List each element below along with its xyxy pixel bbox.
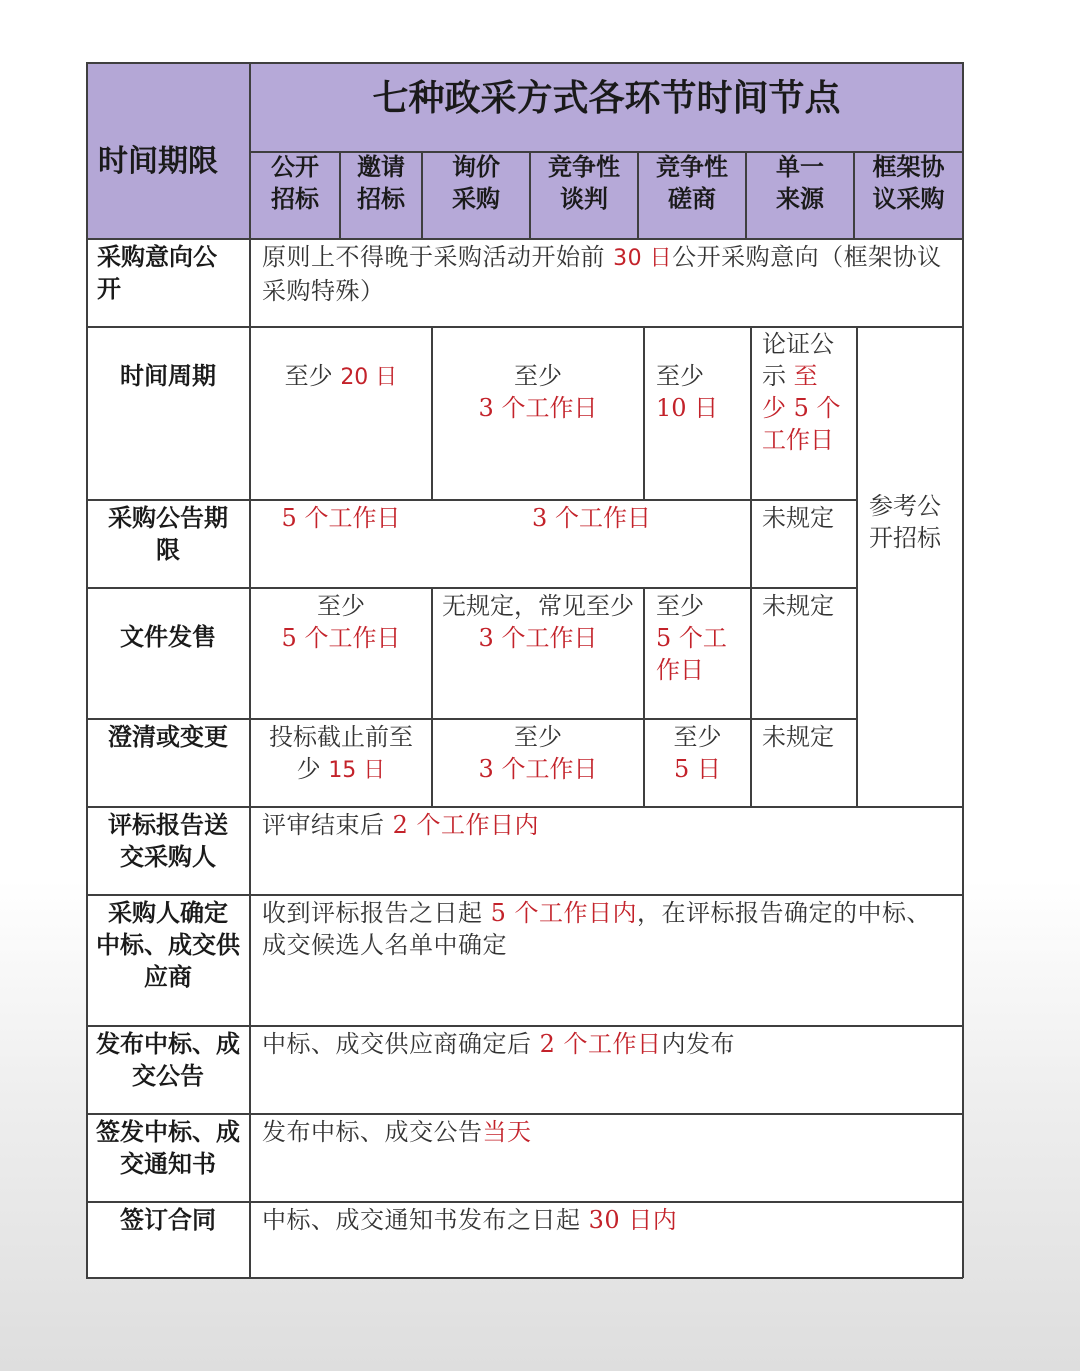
grid-line — [431, 588, 433, 807]
row-label-line: 交公告 — [132, 1061, 204, 1090]
grid-line — [86, 499, 857, 501]
highlight-span: 3 个工作日 — [532, 504, 651, 532]
period-public — [250, 327, 432, 500]
period-invite-inquiry — [432, 327, 644, 500]
col-header-line: 招标 — [357, 184, 405, 213]
col-header-line: 邀请 — [357, 152, 405, 181]
table-title — [250, 62, 963, 152]
grid-line — [86, 1113, 963, 1115]
highlight-span: 30 日 — [613, 246, 673, 271]
text-line: 采购特殊） — [262, 277, 385, 305]
grid-line — [86, 62, 963, 64]
col-header-inquiry — [422, 150, 530, 239]
highlight-line: 5 个工 — [656, 624, 727, 652]
text-span: 少 — [296, 755, 329, 783]
text-line: 至少 — [514, 723, 562, 751]
corner-label: 时间期限 — [98, 144, 218, 179]
row-label-docs — [86, 588, 250, 719]
row-label-line: 开 — [97, 274, 121, 303]
row-label-line: 采购意向公 — [97, 242, 217, 271]
col-header-framework — [854, 150, 963, 239]
text-span: 公开采购意向（框架协议 — [672, 243, 942, 271]
grid-line — [250, 151, 963, 153]
grid-line — [643, 327, 645, 500]
row-label-line: 限 — [156, 535, 180, 564]
clarify-negotiation — [644, 719, 751, 807]
text-line: 论证公 — [762, 330, 834, 358]
clarify-public — [250, 719, 432, 807]
row-label-line: 澄清或变更 — [108, 722, 228, 751]
text-line: 无规定，常见至少 — [442, 592, 634, 620]
period-negotiation — [644, 327, 751, 500]
grid-line — [745, 151, 747, 239]
col-header-line: 单一 — [776, 152, 824, 181]
grid-line — [750, 327, 752, 807]
text-span: 未规定 — [762, 723, 834, 751]
row-label-clarify — [86, 719, 250, 807]
text-span: 原则上不得晚于采购活动开始前 — [262, 243, 614, 271]
row-label-line: 应商 — [144, 962, 192, 991]
text-line: 成交候选人名单中确定 — [262, 931, 507, 959]
contract-text — [250, 1202, 963, 1278]
grid-line — [643, 588, 645, 807]
text-span: 中标、成交供应商确定后 — [262, 1030, 540, 1058]
row-label-contract — [86, 1202, 250, 1278]
notice-single-source — [751, 500, 857, 588]
grid-line — [86, 894, 963, 896]
col-header-line: 公开 — [271, 152, 319, 181]
text-line: 至少 — [656, 362, 704, 390]
text-line: 投标截止前至 — [269, 723, 413, 751]
col-header-line: 招标 — [271, 184, 319, 213]
notice-public — [250, 500, 432, 588]
grid-line — [86, 806, 963, 808]
highlight-line: 作日 — [656, 656, 704, 684]
text-line: 至少 — [656, 592, 704, 620]
text-span: 示 — [762, 362, 794, 390]
highlight-span: 至 — [793, 362, 818, 390]
row-label-announce — [86, 1026, 250, 1114]
confirm-text — [250, 895, 963, 1026]
row-label-confirm — [86, 895, 250, 1026]
col-header-negotiation — [530, 150, 638, 239]
grid-line — [86, 1025, 963, 1027]
grid-line — [853, 151, 855, 239]
highlight-line: 少 5 个 — [762, 394, 841, 422]
framework-note — [857, 327, 963, 807]
grid-line — [249, 62, 251, 1278]
text-line: 参考公 — [869, 492, 941, 520]
grid-line — [86, 62, 88, 1278]
text-line: 开招标 — [869, 524, 941, 552]
docs-invite-inquiry — [432, 588, 644, 719]
grid-line — [421, 151, 423, 239]
col-header-line: 采购 — [452, 184, 500, 213]
highlight-line: 10 日 — [656, 394, 719, 422]
row-label-line: 签订合同 — [120, 1205, 216, 1234]
report-text — [250, 807, 963, 895]
grid-line — [86, 1201, 963, 1203]
grid-line — [86, 718, 857, 720]
period-single-source — [751, 327, 857, 500]
docs-negotiation — [644, 588, 751, 719]
docs-public — [250, 588, 432, 719]
highlight-line: 5 日 — [674, 755, 721, 783]
highlight-line: 5 个工作日 — [281, 624, 401, 652]
docs-single-source — [751, 588, 857, 719]
highlight-line: 3 个工作日 — [478, 624, 598, 652]
col-header-line: 议采购 — [872, 184, 945, 213]
grid-line — [86, 1277, 963, 1279]
grid-line — [86, 326, 963, 328]
row-label-intent — [86, 239, 250, 327]
row-label-notice — [86, 500, 250, 588]
intent-text — [250, 239, 963, 327]
highlight-span: 15 日 — [328, 758, 386, 783]
corner-header — [86, 62, 250, 239]
text-span: 未规定 — [762, 504, 834, 532]
row-label-line: 交通知书 — [120, 1149, 216, 1178]
col-header-single-source — [746, 150, 854, 239]
grid-line — [86, 587, 857, 589]
grid-line — [962, 62, 964, 1278]
highlight-span: 当天 — [482, 1118, 532, 1146]
row-label-line: 交采购人 — [120, 842, 216, 871]
col-header-line: 磋商 — [668, 184, 716, 213]
highlight-span: 2 个工作日内 — [392, 811, 540, 839]
highlight-span: 30 日内 — [588, 1206, 678, 1234]
row-label-line: 签发中标、成 — [96, 1117, 240, 1146]
col-header-public-tender — [250, 150, 340, 239]
text-span: 发布中标、成交公告 — [262, 1118, 483, 1146]
clarify-invite-inquiry — [432, 719, 644, 807]
row-label-period — [86, 327, 250, 500]
text-span: 未规定 — [762, 592, 834, 620]
row-label-line: 文件发售 — [120, 622, 216, 651]
row-label-line: 发布中标、成 — [96, 1029, 240, 1058]
row-label-line: 中标、成交供 — [96, 930, 240, 959]
title-text: 七种政采方式各环节时间节点 — [372, 77, 841, 119]
row-label-line: 评标报告送 — [108, 810, 228, 839]
grid-line — [339, 151, 341, 239]
grid-line — [529, 151, 531, 239]
row-label-report — [86, 807, 250, 895]
notify-text — [250, 1114, 963, 1202]
notice-others — [432, 500, 751, 588]
col-header-consultation — [638, 150, 746, 239]
highlight-line: 3 个工作日 — [478, 755, 598, 783]
text-span: 评审结束后 — [262, 811, 393, 839]
row-label-line: 时间周期 — [120, 361, 216, 390]
text-line: 至少 — [514, 362, 562, 390]
text-span: 内发布 — [661, 1030, 736, 1058]
col-header-line: 竞争性 — [548, 152, 620, 181]
highlight-line: 3 个工作日 — [478, 394, 598, 422]
text-span: 收到评标报告之日起 — [262, 899, 491, 927]
grid-line — [431, 327, 433, 500]
col-header-line: 框架协 — [872, 152, 945, 181]
highlight-span: 5 个工作日 — [281, 504, 401, 532]
text-span: 至少 — [284, 362, 341, 390]
clarify-single-source — [751, 719, 857, 807]
grid-line — [637, 151, 639, 239]
text-line: 至少 — [317, 592, 365, 620]
highlight-span: 20 日 — [340, 365, 398, 390]
text-span: ，在评标报告确定的中标、 — [637, 899, 932, 927]
grid-line — [86, 238, 963, 240]
highlight-span: 2 个工作日 — [539, 1030, 662, 1058]
text-span: 中标、成交通知书发布之日起 — [262, 1206, 589, 1234]
grid-line — [856, 327, 858, 807]
col-header-line: 来源 — [776, 184, 824, 213]
row-label-line: 采购公告期 — [108, 503, 228, 532]
col-header-invite-tender — [340, 150, 422, 239]
announce-text — [250, 1026, 963, 1114]
highlight-line: 工作日 — [762, 426, 834, 454]
row-label-line: 采购人确定 — [108, 898, 228, 927]
col-header-line: 谈判 — [560, 184, 608, 213]
highlight-span: 5 个工作日内 — [490, 899, 638, 927]
text-line: 至少 — [673, 723, 722, 751]
row-label-notify — [86, 1114, 250, 1202]
col-header-line: 竞争性 — [656, 152, 728, 181]
time-node-table — [86, 62, 963, 1278]
col-header-line: 询价 — [452, 152, 500, 181]
